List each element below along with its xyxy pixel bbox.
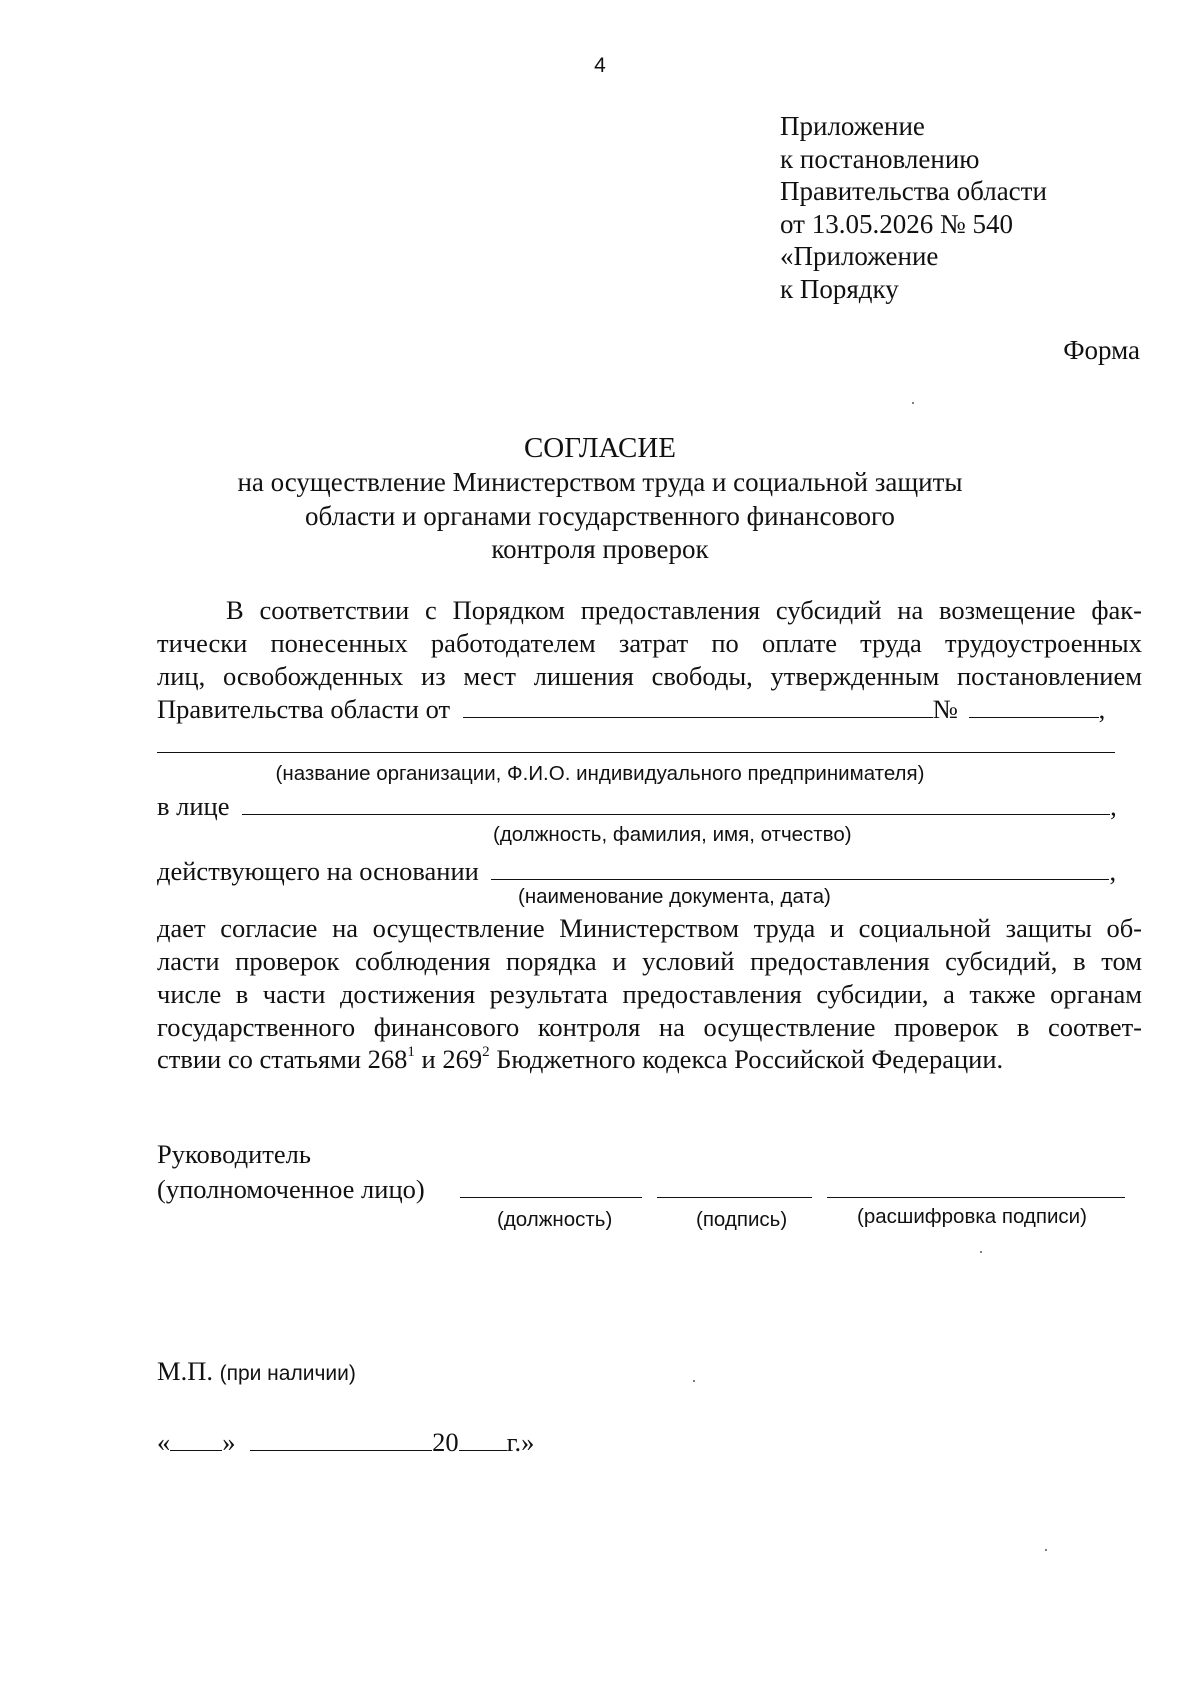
page-number: 4 <box>594 54 606 77</box>
intro-line-2: тически понесенных работодателем затрат по оплате труда трудоустроенных <box>157 628 1142 658</box>
name-decoding-field[interactable] <box>827 1197 1125 1198</box>
date-year-field[interactable] <box>459 1426 507 1451</box>
decree-number-field[interactable] <box>969 693 1099 718</box>
intro-line-4 <box>157 693 1142 726</box>
stamp-label: М.П. <box>157 1356 213 1386</box>
title-line: на осуществление Министерством труда и социальной защиты <box>237 467 963 497</box>
represented-by-field[interactable] <box>242 790 1110 815</box>
organization-caption: (название организации, Ф.И.О. индивидуального предпринимателя) <box>275 762 925 785</box>
title-line: контроля проверок <box>491 534 709 564</box>
position-caption: (должность) <box>497 1208 613 1231</box>
number-sign: № <box>932 694 959 724</box>
organization-field[interactable] <box>157 752 1115 753</box>
intro-line-4-suffix: , <box>1098 694 1106 724</box>
represented-by-caption: (должность, фамилия, имя, отчество) <box>493 823 852 846</box>
document-title <box>0 430 1200 567</box>
appendix-line: от 13.05.2026 № 540 <box>780 208 1013 239</box>
appendix-line: Правительства области <box>780 176 1047 206</box>
consent-line-5-part3: Бюджетного кодекса Российской Федерации. <box>489 1044 1004 1074</box>
acting-basis-label: действующего на основании <box>157 856 479 886</box>
signature-caption: (подпись) <box>696 1208 788 1231</box>
consent-line-5-part1: ствии со статьями 268 <box>157 1044 408 1074</box>
consent-line-3: числе в части достижения результата предоставления субсидии, а также органам <box>157 979 1142 1009</box>
position-signature-field[interactable] <box>460 1197 642 1198</box>
consent-line-1: дает согласие на осуществление Министерством труда и социальной защиты об- <box>157 913 1142 943</box>
scan-speck <box>1045 1549 1047 1551</box>
represented-by-suffix: , <box>1110 791 1117 821</box>
scan-speck <box>912 402 914 404</box>
appendix-line: Приложение <box>780 111 925 141</box>
title-main: СОГЛАСИЕ <box>523 432 677 464</box>
intro-line-3: лиц, освобожденных из мест лишения свободы, утвержденным постановлением <box>157 661 1142 691</box>
date-open-quote: « <box>157 1427 171 1457</box>
title-line: области и органами государственного финансового <box>305 500 895 531</box>
consent-line-5 <box>157 1043 1142 1076</box>
date-month-field[interactable] <box>250 1426 432 1451</box>
appendix-header <box>780 110 1047 305</box>
date-century: 20 <box>432 1427 459 1457</box>
authorized-person-label: (уполномоченное лицо) <box>157 1174 425 1204</box>
date-close-quote: » <box>222 1427 236 1457</box>
decree-date-field[interactable] <box>463 693 933 718</box>
acting-basis-caption: (наименование документа, дата) <box>518 885 831 908</box>
consent-line-5-part2: и 269 <box>414 1044 483 1074</box>
acting-basis-suffix: , <box>1109 856 1117 886</box>
superscript-2: 2 <box>482 1044 490 1061</box>
represented-by-row <box>157 790 1142 823</box>
signature-field[interactable] <box>657 1197 812 1198</box>
date-day-field[interactable] <box>170 1426 222 1451</box>
represented-by-label: в лице <box>157 791 230 821</box>
consent-line-2: ласти проверок соблюдения порядка и условий предоставления субсидий, в том <box>157 946 1142 976</box>
consent-line-4: государственного финансового контроля на осуществление проверок в соответ- <box>157 1012 1142 1042</box>
appendix-line: «Приложение <box>780 241 939 271</box>
date-row <box>157 1426 534 1458</box>
intro-line-4-prefix: Правительства области от <box>157 694 451 724</box>
head-label: Руководитель <box>157 1139 311 1169</box>
scan-speck <box>980 1251 982 1253</box>
scan-speck <box>693 1380 695 1382</box>
name-decoding-caption: (расшифровка подписи) <box>857 1205 1087 1228</box>
appendix-line: к постановлению <box>780 143 980 174</box>
appendix-line: к Порядку <box>780 273 899 304</box>
intro-line-1: В соответствии с Порядком предоставления субсидий на возмещение фак- <box>226 595 1142 625</box>
stamp-row <box>157 1356 356 1387</box>
date-year-suffix: г.» <box>506 1427 535 1457</box>
acting-basis-field[interactable] <box>491 855 1109 880</box>
acting-basis-row <box>157 855 1142 888</box>
superscript-1: 1 <box>407 1044 415 1061</box>
stamp-note: (при наличии) <box>219 1362 356 1385</box>
form-label: Форма <box>1063 335 1140 365</box>
